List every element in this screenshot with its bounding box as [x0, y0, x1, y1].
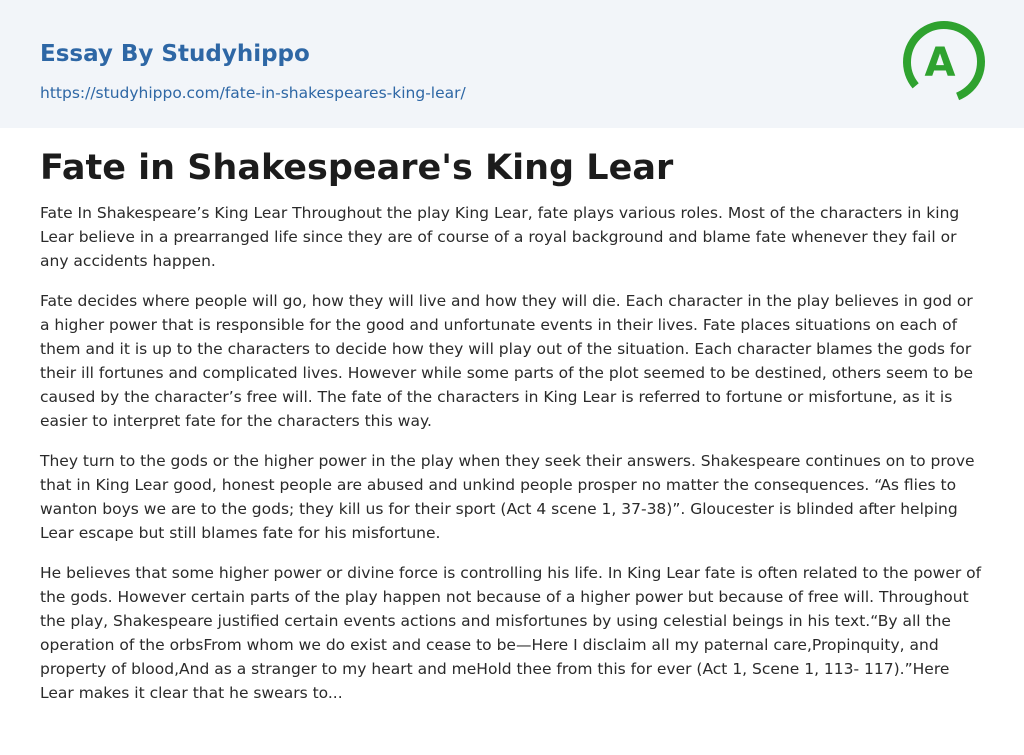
article-paragraph-2: Fate decides where people will go, how they will live and how they will die. Each character in the play believes in god or a higher power that is responsible for the good and unfortunate events in their lives. Fate places situations on each of them and it is up to the characters to decide how they will play out of the situation. Each character blames the gods for their ill fortunes and complicated lives. However while some parts of the plot seemed to be destined, others seem to be caused by the character’s free will. The fate of the characters in King Lear is referred to fortune or misfortune, as it is easier to interpret fate for the characters this way. [40, 292, 974, 430]
article [40, 144, 986, 721]
logo-letter: A [924, 40, 956, 86]
page-url-link[interactable]: https://studyhippo.com/fate-in-shakespeares-king-lear/ [40, 84, 466, 102]
studyhippo-logo-icon[interactable] [900, 18, 988, 106]
brand-title[interactable]: Essay By Studyhippo [40, 41, 310, 67]
article-title: Fate in Shakespeare's King Lear [40, 148, 674, 188]
article-paragraph-1: Fate In Shakespeare’s King Lear Throughout the play King Lear, fate plays various roles. Most of the characters in king Lear believe in a prearranged life since they are of course of a royal background and blame fate whenever they fail or any accidents happen. [40, 204, 960, 270]
article-paragraph-4: He believes that some higher power or divine force is controlling his life. In King Lear fate is often related to the power of the gods. However certain parts of the play happen not because of a higher power but because of free will. Throughout the play, Shakespeare justified certain events actions and misfortunes by using celestial beings in his text.“By all the operation of the orbsFrom whom we do exist and cease to be—Here I disclaim all my paternal care,Propinquity, and property of blood,And as a stranger to my heart and meHold thee from this for ever (Act 1, Scene 1, 113- 117).”Here Lear makes it clear that he swears to... [40, 564, 982, 702]
page-header [0, 0, 1024, 128]
article-paragraph-3: They turn to the gods or the higher power in the play when they seek their answers. Shakespeare continues on to prove that in King Lear good, honest people are abused and unkind people prosper no matter the consequences. “As flies to wanton boys we are to the gods; they kill us for their sport (Act 4 scene 1, 37-38)”. Gloucester is blinded after helping Lear escape but still blames fate for his misfortune. [40, 452, 975, 542]
